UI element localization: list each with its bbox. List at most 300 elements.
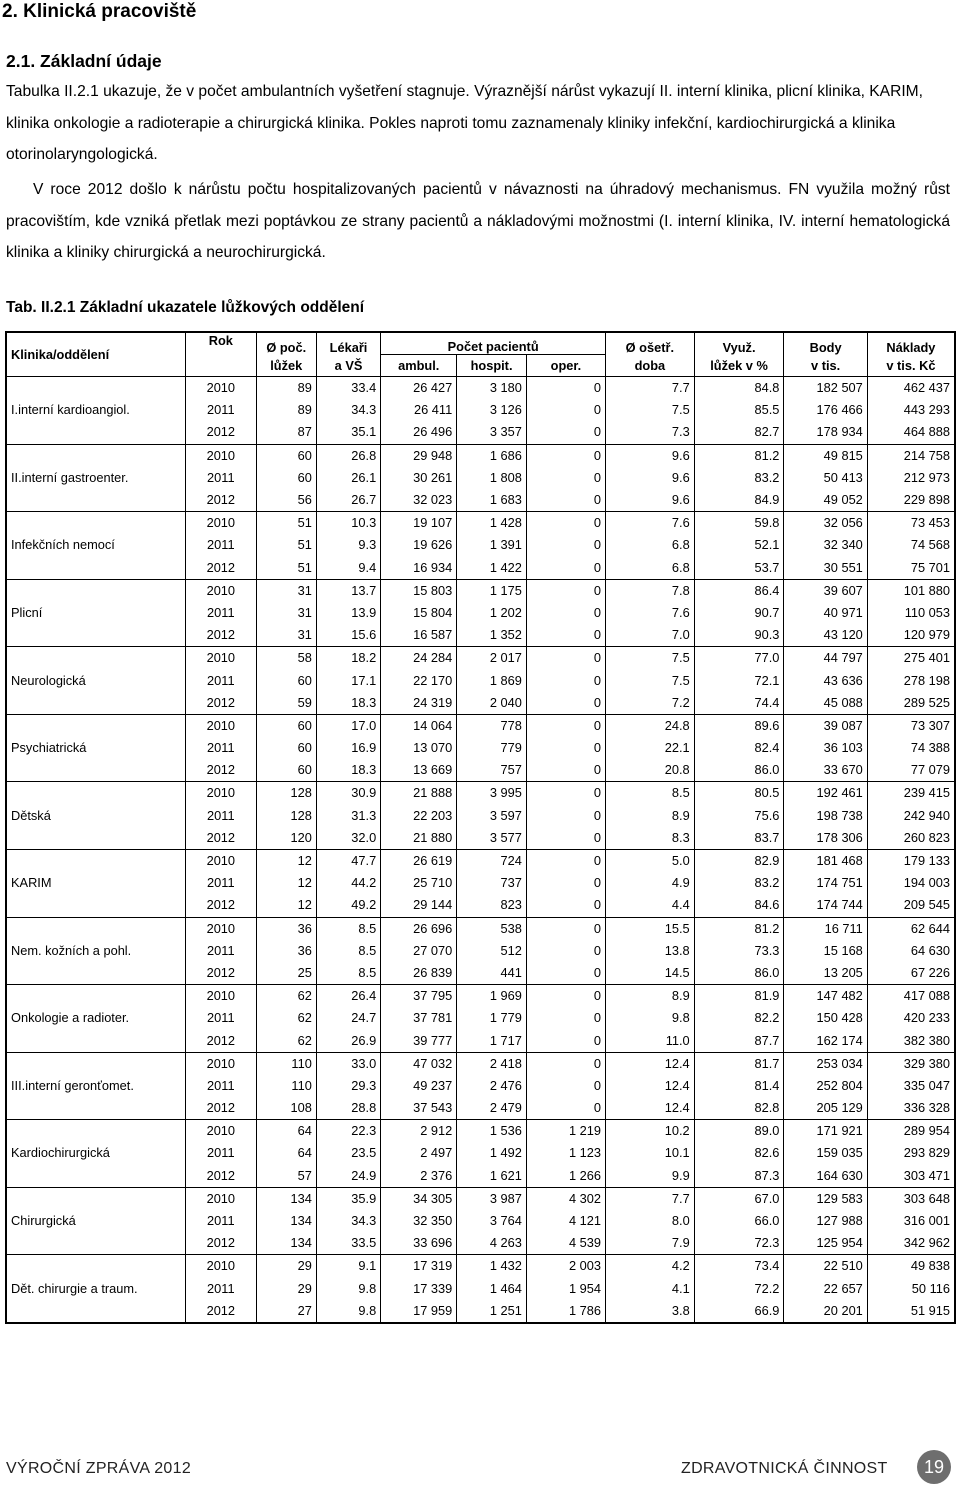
cell-luzek: 60 — [256, 467, 316, 489]
cell-body: 253 034 — [784, 1052, 867, 1075]
cell-vyuz: 86.4 — [694, 579, 784, 602]
cell-rok: 2012 — [185, 1097, 256, 1120]
cell-vyuz: 53.7 — [694, 557, 784, 580]
cell-rok: 2011 — [185, 737, 256, 759]
cell-hospit: 757 — [457, 759, 527, 782]
cell-luzek: 89 — [256, 399, 316, 421]
cell-ambul: 29 144 — [381, 894, 457, 917]
cell-doba: 7.5 — [606, 647, 695, 670]
cell-ambul: 16 934 — [381, 557, 457, 580]
cell-hospit: 724 — [457, 849, 527, 872]
cell-doba: 7.9 — [606, 1232, 695, 1255]
cell-oper: 0 — [526, 624, 605, 647]
cell-luzek: 51 — [256, 512, 316, 535]
department-name: Kardiochirurgická — [6, 1120, 185, 1188]
cell-lekari: 28.8 — [316, 1097, 380, 1120]
cell-luzek: 36 — [256, 940, 316, 962]
cell-rok: 2012 — [185, 962, 256, 985]
cell-luzek: 27 — [256, 1300, 316, 1323]
cell-doba: 7.6 — [606, 512, 695, 535]
col-header-ambul: ambul. — [381, 355, 457, 377]
department-name: KARIM — [6, 849, 185, 917]
cell-hospit: 1 202 — [457, 602, 527, 624]
cell-rok: 2010 — [185, 985, 256, 1008]
cell-body: 30 551 — [784, 557, 867, 580]
cell-hospit: 1 432 — [457, 1255, 527, 1278]
cell-body: 45 088 — [784, 692, 867, 715]
cell-vyuz: 81.2 — [694, 917, 784, 940]
cell-doba: 15.5 — [606, 917, 695, 940]
department-name: Dětská — [6, 782, 185, 850]
cell-rok: 2010 — [185, 579, 256, 602]
cell-luzek: 62 — [256, 985, 316, 1008]
cell-naklady: 64 630 — [867, 940, 955, 962]
department-name: Neurologická — [6, 647, 185, 715]
department-name: I.interní kardioangiol. — [6, 377, 185, 445]
col-header-luzek-2: lůžek — [256, 355, 316, 377]
cell-body: 50 413 — [784, 467, 867, 489]
cell-rok: 2012 — [185, 759, 256, 782]
cell-naklady: 214 758 — [867, 444, 955, 467]
cell-luzek: 29 — [256, 1255, 316, 1278]
cell-hospit: 1 869 — [457, 669, 527, 691]
cell-doba: 7.6 — [606, 602, 695, 624]
cell-vyuz: 73.3 — [694, 940, 784, 962]
cell-body: 33 670 — [784, 759, 867, 782]
cell-rok: 2012 — [185, 692, 256, 715]
cell-doba: 8.9 — [606, 805, 695, 827]
cell-body: 43 120 — [784, 624, 867, 647]
cell-body: 15 168 — [784, 940, 867, 962]
cell-rok: 2010 — [185, 917, 256, 940]
cell-hospit: 4 263 — [457, 1232, 527, 1255]
cell-ambul: 30 261 — [381, 467, 457, 489]
cell-vyuz: 82.2 — [694, 1007, 784, 1029]
cell-luzek: 128 — [256, 805, 316, 827]
cell-hospit: 778 — [457, 714, 527, 737]
cell-ambul: 24 319 — [381, 692, 457, 715]
cell-vyuz: 85.5 — [694, 399, 784, 421]
cell-rok: 2011 — [185, 1210, 256, 1232]
cell-oper: 0 — [526, 917, 605, 940]
cell-rok: 2012 — [185, 489, 256, 512]
cell-rok: 2011 — [185, 602, 256, 624]
cell-lekari: 47.7 — [316, 849, 380, 872]
department-name: III.interní geronťomet. — [6, 1052, 185, 1120]
cell-oper: 0 — [526, 737, 605, 759]
cell-oper: 0 — [526, 377, 605, 400]
cell-lekari: 9.8 — [316, 1300, 380, 1323]
cell-luzek: 87 — [256, 421, 316, 444]
table-row — [6, 917, 955, 940]
cell-body: 22 510 — [784, 1255, 867, 1278]
cell-hospit: 3 597 — [457, 805, 527, 827]
cell-hospit: 538 — [457, 917, 527, 940]
cell-ambul: 21 880 — [381, 827, 457, 850]
cell-ambul: 32 023 — [381, 489, 457, 512]
cell-lekari: 26.4 — [316, 985, 380, 1008]
cell-doba: 8.0 — [606, 1210, 695, 1232]
cell-luzek: 51 — [256, 534, 316, 556]
col-header-oper: oper. — [526, 355, 605, 377]
cell-lekari: 17.0 — [316, 714, 380, 737]
cell-naklady: 242 940 — [867, 805, 955, 827]
cell-oper: 0 — [526, 557, 605, 580]
cell-oper: 0 — [526, 714, 605, 737]
cell-naklady: 335 047 — [867, 1075, 955, 1097]
cell-naklady: 342 962 — [867, 1232, 955, 1255]
cell-oper: 0 — [526, 647, 605, 670]
cell-lekari: 9.3 — [316, 534, 380, 556]
cell-vyuz: 82.9 — [694, 849, 784, 872]
col-header-pacienti: Počet pacientů — [381, 332, 606, 355]
cell-luzek: 134 — [256, 1187, 316, 1210]
cell-doba: 6.8 — [606, 534, 695, 556]
cell-luzek: 58 — [256, 647, 316, 670]
cell-lekari: 15.6 — [316, 624, 380, 647]
cell-ambul: 19 626 — [381, 534, 457, 556]
cell-body: 147 482 — [784, 985, 867, 1008]
ward-indicators-table — [5, 331, 956, 1324]
cell-vyuz: 67.0 — [694, 1187, 784, 1210]
cell-doba: 7.0 — [606, 624, 695, 647]
cell-body: 192 461 — [784, 782, 867, 805]
cell-vyuz: 83.2 — [694, 872, 784, 894]
cell-ambul: 27 070 — [381, 940, 457, 962]
cell-doba: 22.1 — [606, 737, 695, 759]
cell-lekari: 17.1 — [316, 669, 380, 691]
cell-ambul: 21 888 — [381, 782, 457, 805]
cell-naklady: 443 293 — [867, 399, 955, 421]
cell-hospit: 1 779 — [457, 1007, 527, 1029]
cell-oper: 0 — [526, 1052, 605, 1075]
cell-ambul: 32 350 — [381, 1210, 457, 1232]
cell-rok: 2012 — [185, 557, 256, 580]
cell-rok: 2011 — [185, 467, 256, 489]
col-header-klinika: Klinika/oddělení — [6, 332, 185, 377]
cell-body: 43 636 — [784, 669, 867, 691]
cell-vyuz: 84.6 — [694, 894, 784, 917]
cell-rok: 2011 — [185, 1278, 256, 1300]
cell-rok: 2010 — [185, 1255, 256, 1278]
cell-lekari: 8.5 — [316, 962, 380, 985]
cell-vyuz: 90.7 — [694, 602, 784, 624]
col-header-luzek-1: Ø poč. — [256, 332, 316, 355]
cell-oper: 0 — [526, 602, 605, 624]
cell-oper: 0 — [526, 489, 605, 512]
cell-doba: 4.4 — [606, 894, 695, 917]
cell-hospit: 1 352 — [457, 624, 527, 647]
cell-hospit: 1 251 — [457, 1300, 527, 1323]
cell-lekari: 10.3 — [316, 512, 380, 535]
department-name: II.interní gastroenter. — [6, 444, 185, 512]
cell-oper: 1 266 — [526, 1165, 605, 1188]
cell-doba: 7.5 — [606, 669, 695, 691]
cell-naklady: 110 053 — [867, 602, 955, 624]
cell-lekari: 18.3 — [316, 759, 380, 782]
cell-hospit: 1 717 — [457, 1029, 527, 1052]
cell-hospit: 1 621 — [457, 1165, 527, 1188]
cell-ambul: 13 669 — [381, 759, 457, 782]
cell-doba: 9.6 — [606, 467, 695, 489]
col-header-naklady-1: Náklady — [867, 332, 955, 355]
cell-hospit: 2 476 — [457, 1075, 527, 1097]
cell-hospit: 3 357 — [457, 421, 527, 444]
table-row — [6, 1120, 955, 1143]
cell-vyuz: 74.4 — [694, 692, 784, 715]
cell-doba: 12.4 — [606, 1052, 695, 1075]
cell-vyuz: 90.3 — [694, 624, 784, 647]
cell-vyuz: 77.0 — [694, 647, 784, 670]
cell-lekari: 23.5 — [316, 1142, 380, 1164]
cell-hospit: 1 969 — [457, 985, 527, 1008]
cell-body: 178 306 — [784, 827, 867, 850]
cell-oper: 0 — [526, 512, 605, 535]
intro-paragraph: Tabulka II.2.1 ukazuje, že v počet ambulantních vyšetření stagnuje. Výraznější nárůst vykazují II. interní klinika, plicní klinika, KARIM, klinika onkologie a radioterapie a chirurgická klinika. Pokles naproti tomu zaznamenaly kliniky infekční, kardiochirurgická a klinika otorinolaryngologická. — [6, 83, 924, 163]
cell-vyuz: 86.0 — [694, 759, 784, 782]
cell-rok: 2010 — [185, 849, 256, 872]
cell-hospit: 1 683 — [457, 489, 527, 512]
cell-body: 20 201 — [784, 1300, 867, 1323]
cell-ambul: 49 237 — [381, 1075, 457, 1097]
col-header-vyuz-1: Využ. — [694, 332, 784, 355]
cell-ambul: 25 710 — [381, 872, 457, 894]
cell-rok: 2012 — [185, 1165, 256, 1188]
cell-hospit: 3 987 — [457, 1187, 527, 1210]
cell-lekari: 26.7 — [316, 489, 380, 512]
cell-vyuz: 66.0 — [694, 1210, 784, 1232]
cell-naklady: 420 233 — [867, 1007, 955, 1029]
department-name: Chirurgická — [6, 1187, 185, 1255]
cell-lekari: 32.0 — [316, 827, 380, 850]
cell-doba: 20.8 — [606, 759, 695, 782]
cell-hospit: 2 479 — [457, 1097, 527, 1120]
cell-lekari: 13.9 — [316, 602, 380, 624]
cell-luzek: 51 — [256, 557, 316, 580]
cell-luzek: 60 — [256, 737, 316, 759]
cell-hospit: 1 428 — [457, 512, 527, 535]
cell-luzek: 120 — [256, 827, 316, 850]
cell-ambul: 17 959 — [381, 1300, 457, 1323]
cell-vyuz: 89.0 — [694, 1120, 784, 1143]
cell-body: 150 428 — [784, 1007, 867, 1029]
cell-rok: 2012 — [185, 827, 256, 850]
cell-naklady: 229 898 — [867, 489, 955, 512]
cell-ambul: 15 804 — [381, 602, 457, 624]
cell-naklady: 293 829 — [867, 1142, 955, 1164]
cell-ambul: 22 170 — [381, 669, 457, 691]
cell-vyuz: 52.1 — [694, 534, 784, 556]
cell-oper: 0 — [526, 872, 605, 894]
cell-hospit: 1 391 — [457, 534, 527, 556]
cell-rok: 2011 — [185, 399, 256, 421]
cell-doba: 14.5 — [606, 962, 695, 985]
cell-rok: 2010 — [185, 782, 256, 805]
cell-hospit: 512 — [457, 940, 527, 962]
table-row — [6, 512, 955, 535]
cell-hospit: 737 — [457, 872, 527, 894]
col-header-lekari-1: Lékaři — [316, 332, 380, 355]
cell-rok: 2012 — [185, 1029, 256, 1052]
cell-hospit: 3 577 — [457, 827, 527, 850]
cell-ambul: 13 070 — [381, 737, 457, 759]
cell-body: 178 934 — [784, 421, 867, 444]
department-name: Nem. kožních a pohl. — [6, 917, 185, 985]
cell-luzek: 56 — [256, 489, 316, 512]
table-row — [6, 782, 955, 805]
cell-oper: 0 — [526, 962, 605, 985]
department-name: Infekčních nemocí — [6, 512, 185, 580]
footer-section-title: ZDRAVOTNICKÁ ČINNOST — [681, 1460, 888, 1477]
cell-oper: 0 — [526, 1029, 605, 1052]
cell-naklady: 464 888 — [867, 421, 955, 444]
cell-lekari: 33.0 — [316, 1052, 380, 1075]
cell-naklady: 239 415 — [867, 782, 955, 805]
cell-oper: 0 — [526, 692, 605, 715]
cell-ambul: 17 339 — [381, 1278, 457, 1300]
cell-hospit: 1 808 — [457, 467, 527, 489]
department-name: Onkologie a radioter. — [6, 985, 185, 1053]
cell-oper: 1 219 — [526, 1120, 605, 1143]
cell-vyuz: 86.0 — [694, 962, 784, 985]
cell-oper: 0 — [526, 534, 605, 556]
cell-body: 44 797 — [784, 647, 867, 670]
cell-body: 252 804 — [784, 1075, 867, 1097]
cell-vyuz: 83.2 — [694, 467, 784, 489]
cell-doba: 8.5 — [606, 782, 695, 805]
cell-naklady: 73 453 — [867, 512, 955, 535]
cell-naklady: 417 088 — [867, 985, 955, 1008]
cell-doba: 7.5 — [606, 399, 695, 421]
cell-doba: 4.2 — [606, 1255, 695, 1278]
cell-body: 176 466 — [784, 399, 867, 421]
cell-oper: 0 — [526, 894, 605, 917]
cell-lekari: 24.9 — [316, 1165, 380, 1188]
cell-body: 127 988 — [784, 1210, 867, 1232]
cell-naklady: 62 644 — [867, 917, 955, 940]
cell-rok: 2012 — [185, 624, 256, 647]
cell-rok: 2010 — [185, 647, 256, 670]
cell-naklady: 77 079 — [867, 759, 955, 782]
cell-oper: 1 123 — [526, 1142, 605, 1164]
cell-luzek: 60 — [256, 444, 316, 467]
cell-rok: 2011 — [185, 534, 256, 556]
cell-oper: 0 — [526, 827, 605, 850]
cell-naklady: 212 973 — [867, 467, 955, 489]
cell-ambul: 26 411 — [381, 399, 457, 421]
cell-doba: 11.0 — [606, 1029, 695, 1052]
cell-doba: 4.1 — [606, 1278, 695, 1300]
cell-hospit: 3 180 — [457, 377, 527, 400]
cell-hospit: 3 764 — [457, 1210, 527, 1232]
table-row — [6, 849, 955, 872]
cell-doba: 8.3 — [606, 827, 695, 850]
col-header-doba-1: Ø ošetř. — [606, 332, 695, 355]
cell-lekari: 33.5 — [316, 1232, 380, 1255]
cell-luzek: 134 — [256, 1232, 316, 1255]
cell-body: 16 711 — [784, 917, 867, 940]
cell-luzek: 57 — [256, 1165, 316, 1188]
cell-doba: 10.2 — [606, 1120, 695, 1143]
cell-naklady: 101 880 — [867, 579, 955, 602]
cell-vyuz: 82.6 — [694, 1142, 784, 1164]
cell-naklady: 462 437 — [867, 377, 955, 400]
cell-vyuz: 89.6 — [694, 714, 784, 737]
cell-ambul: 22 203 — [381, 805, 457, 827]
cell-lekari: 13.7 — [316, 579, 380, 602]
cell-naklady: 289 954 — [867, 1120, 955, 1143]
cell-hospit: 823 — [457, 894, 527, 917]
cell-doba: 24.8 — [606, 714, 695, 737]
cell-naklady: 74 568 — [867, 534, 955, 556]
cell-lekari: 29.3 — [316, 1075, 380, 1097]
cell-body: 32 340 — [784, 534, 867, 556]
cell-body: 125 954 — [784, 1232, 867, 1255]
cell-naklady: 209 545 — [867, 894, 955, 917]
page-number-badge: 19 — [917, 1450, 951, 1484]
cell-doba: 5.0 — [606, 849, 695, 872]
cell-hospit: 1 686 — [457, 444, 527, 467]
cell-rok: 2011 — [185, 1142, 256, 1164]
cell-luzek: 60 — [256, 714, 316, 737]
cell-lekari: 18.3 — [316, 692, 380, 715]
cell-oper: 2 003 — [526, 1255, 605, 1278]
cell-lekari: 33.4 — [316, 377, 380, 400]
cell-hospit: 3 126 — [457, 399, 527, 421]
cell-lekari: 9.4 — [316, 557, 380, 580]
cell-ambul: 39 777 — [381, 1029, 457, 1052]
cell-oper: 0 — [526, 1097, 605, 1120]
cell-luzek: 12 — [256, 894, 316, 917]
footer-report-title: VÝROČNÍ ZPRÁVA 2012 — [6, 1460, 192, 1477]
cell-oper: 0 — [526, 399, 605, 421]
cell-rok: 2010 — [185, 444, 256, 467]
table-body — [6, 377, 955, 1323]
cell-ambul: 26 619 — [381, 849, 457, 872]
cell-ambul: 2 912 — [381, 1120, 457, 1143]
cell-oper: 0 — [526, 985, 605, 1008]
table-row — [6, 714, 955, 737]
col-header-body-1: Body — [784, 332, 867, 355]
cell-naklady: 73 307 — [867, 714, 955, 737]
cell-luzek: 64 — [256, 1142, 316, 1164]
cell-lekari: 8.5 — [316, 940, 380, 962]
cell-luzek: 110 — [256, 1075, 316, 1097]
cell-oper: 0 — [526, 849, 605, 872]
cell-vyuz: 81.9 — [694, 985, 784, 1008]
department-name: Plicní — [6, 579, 185, 647]
cell-body: 39 087 — [784, 714, 867, 737]
col-header-doba-2: doba — [606, 355, 695, 377]
cell-naklady: 275 401 — [867, 647, 955, 670]
cell-ambul: 16 587 — [381, 624, 457, 647]
cell-doba: 8.9 — [606, 985, 695, 1008]
cell-naklady: 50 116 — [867, 1278, 955, 1300]
cell-lekari: 49.2 — [316, 894, 380, 917]
cell-hospit: 2 040 — [457, 692, 527, 715]
cell-ambul: 2 376 — [381, 1165, 457, 1188]
cell-rok: 2010 — [185, 1120, 256, 1143]
cell-naklady: 329 380 — [867, 1052, 955, 1075]
cell-naklady: 289 525 — [867, 692, 955, 715]
cell-luzek: 31 — [256, 624, 316, 647]
cell-doba: 7.8 — [606, 579, 695, 602]
cell-vyuz: 81.2 — [694, 444, 784, 467]
cell-lekari: 44.2 — [316, 872, 380, 894]
cell-ambul: 26 496 — [381, 421, 457, 444]
cell-ambul: 26 696 — [381, 917, 457, 940]
cell-doba: 13.8 — [606, 940, 695, 962]
